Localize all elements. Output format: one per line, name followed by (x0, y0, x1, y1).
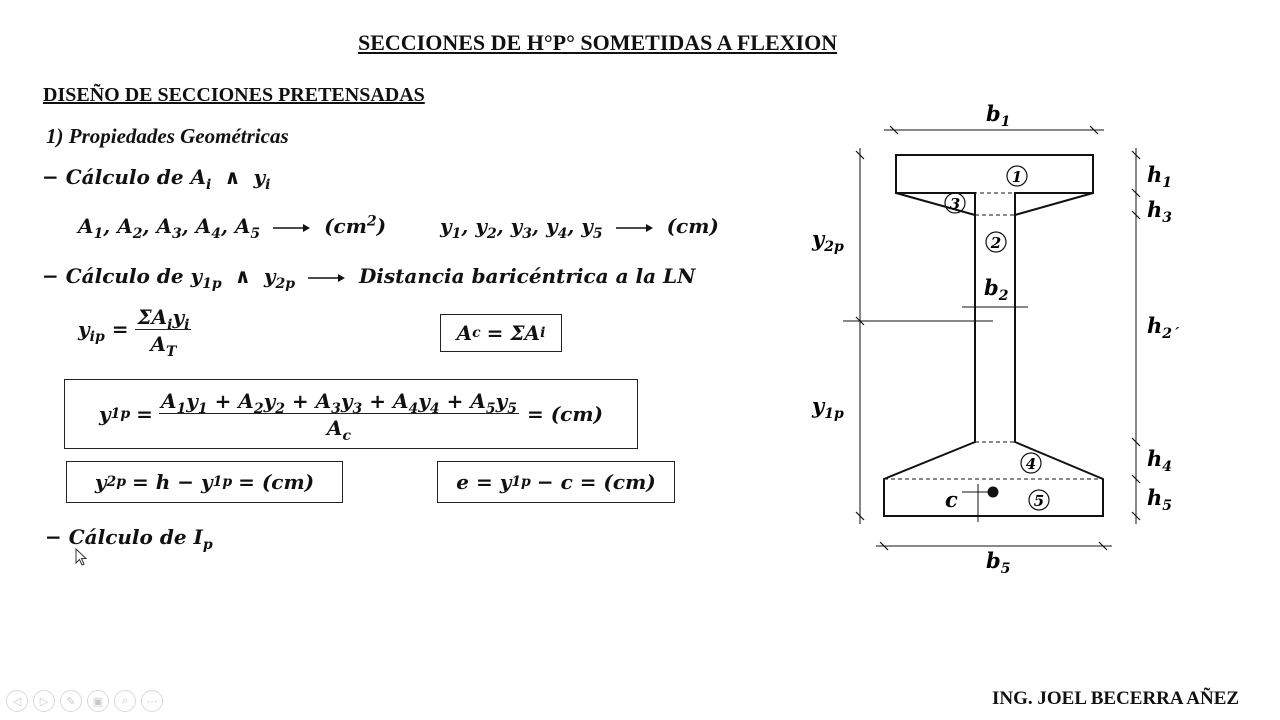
eq-lhs: y (78, 317, 90, 341)
var: y (263, 264, 276, 288)
plus: + (369, 388, 387, 413)
svg-text:4: 4 (1025, 455, 1037, 473)
var-sub: 2p (275, 275, 295, 292)
term-a-sub: 2 (253, 400, 264, 417)
dash: − (42, 264, 59, 288)
svg-text:1: 1 (1011, 168, 1023, 186)
area-sub: 1 (93, 225, 104, 242)
var-sub: p (202, 536, 213, 553)
step-heading: 1) Propiedades Geométricas (46, 124, 289, 148)
area-unit-sup: 2 (366, 213, 377, 230)
fraction-denominator (135, 330, 191, 360)
y2p-lhs: y (94, 470, 107, 494)
ys-row: $y_1$, $y_2$, $y_3$, $y_4$, $y_5$ (cm) (440, 214, 719, 242)
b1-label: $b_1$ (986, 101, 1011, 130)
arrow-right-icon (616, 222, 654, 234)
var-sub: 1p (202, 275, 222, 292)
y2p-label: $y_{2p}$ (812, 226, 844, 255)
y-sub: 1 (451, 225, 462, 242)
y-var: y (440, 214, 452, 238)
barycentric-description: Distancia baricéntrica a la LN (358, 264, 696, 288)
y-var: y (581, 214, 593, 238)
term-y-sub: 3 (352, 400, 363, 417)
region-5-marker (1029, 490, 1049, 510)
region-1-marker (1007, 166, 1027, 186)
yip-equation (78, 305, 191, 360)
next-slide-icon[interactable]: ▷ (33, 690, 55, 712)
y-unit: (cm) (666, 214, 719, 238)
h4-label: $h_4$ (1147, 446, 1173, 475)
num-y: y (172, 305, 185, 329)
y-sub: 5 (592, 225, 603, 242)
y2p-result: = (cm) (238, 470, 315, 494)
den-a-sub: T (165, 343, 177, 360)
y-sub: 4 (557, 225, 568, 242)
area-var: A (234, 214, 251, 238)
term-a-sub: 5 (485, 400, 496, 417)
area-var: A (117, 214, 133, 238)
area-sub: 2 (132, 225, 143, 242)
section-outline (884, 155, 1103, 516)
areas-row: $A_1$, $A_2$, $A_3$, $A_4$, $A_5$ $(cm^2)$ (78, 213, 387, 242)
y1p-result: = (cm) (526, 402, 603, 426)
author-footer: ING. JOEL BECERRA AÑEZ (992, 688, 1240, 709)
region-3-marker (945, 193, 965, 213)
area-sub: 5 (250, 225, 261, 242)
ac-lhs: A (456, 321, 473, 345)
fraction-numerator (135, 305, 191, 333)
h2-label: $h_{2´}$ (1147, 313, 1180, 342)
e-lhs: e = y (456, 470, 512, 494)
i-beam-cross-section-diagram (800, 95, 1200, 585)
var: y (190, 264, 203, 288)
y-sub: 3 (522, 225, 532, 242)
calc-label: Cálculo de (65, 165, 191, 189)
h3-label: $h_3$ (1147, 197, 1173, 226)
arrow-right-icon (308, 272, 346, 284)
region-4-marker (1021, 453, 1041, 473)
dash: − (45, 525, 62, 549)
y-sub: 2 (486, 225, 497, 242)
e-result: − c = (cm) (536, 470, 656, 494)
calc-y1p-y2p-line (42, 264, 696, 292)
c-label: c (945, 487, 958, 512)
area-var: A (156, 214, 172, 238)
region-2-marker (986, 232, 1006, 252)
area-unit: (cm (324, 214, 367, 238)
y1p-lhs: y (99, 402, 111, 426)
y-var: y (545, 214, 558, 238)
term-y-sub: 2 (275, 400, 285, 417)
num-y-sub: i (184, 316, 190, 333)
y-var: y (510, 214, 523, 238)
e-equation-box: e = y 1p − c = (cm) (437, 461, 675, 503)
prev-slide-icon[interactable]: ◁ (6, 690, 28, 712)
and-operator: ∧ (224, 165, 241, 189)
pen-icon[interactable]: ✎ (60, 690, 82, 712)
mouse-cursor-icon (75, 548, 89, 568)
y2p-mid: = h − y (132, 470, 213, 494)
term-y-sub: 4 (429, 400, 440, 417)
y1p-fraction (159, 388, 519, 444)
h5-label: $h_5$ (1147, 485, 1173, 514)
page-title: SECCIONES DE H°P° SOMETIDAS A FLEXION (358, 30, 838, 55)
fraction-denominator (159, 414, 519, 444)
y1p-equation-box: y 1p = $\frac{A_1y_1 + A_2y_2 + A_3y_3 + A_4y_4 + A_5y_5}{A_c}$ = (cm) (64, 379, 638, 449)
calc-label: Cálculo de (65, 264, 191, 288)
y-var: y (475, 214, 487, 238)
eq-lhs-sub: ip (89, 328, 105, 345)
term-a-sub: 3 (331, 400, 341, 417)
ac-rhs: = ΣA (486, 321, 541, 345)
y1p-label: $y_{1p}$ (812, 393, 844, 422)
svg-text:3: 3 (949, 195, 961, 213)
fraction-numerator: $A_1y_1 + A_2y_2 + A_3y_3 + A_4y_4 + A_5y_5$ (160, 388, 517, 417)
area-var: A (195, 214, 212, 238)
plus: + (446, 388, 464, 413)
h1-label: $h_1$ (1147, 162, 1173, 191)
slideshow-controls (6, 690, 163, 712)
area-sub: 3 (171, 225, 182, 242)
den-a: A (326, 415, 343, 440)
top-right-haunch (1015, 193, 1093, 215)
term-a-sub: 4 (408, 400, 419, 417)
equals: = (136, 402, 153, 426)
svg-text:2: 2 (990, 234, 1002, 252)
plus: + (214, 388, 232, 413)
arrow-right-icon (273, 222, 311, 234)
den-a-sub: c (342, 427, 351, 444)
b2-label: $b_2$ (984, 275, 1009, 304)
more-icon[interactable]: ⋯ (141, 690, 163, 712)
b5-label: $b_5$ (986, 548, 1011, 577)
area-var: A (78, 214, 94, 238)
section-subtitle: DISEÑO DE SECCIONES PRETENSADAS (43, 84, 425, 106)
area-unit-close: ) (376, 214, 387, 238)
area-sub: 4 (211, 225, 221, 242)
var: I (193, 525, 203, 549)
den-a: A (150, 332, 166, 356)
term-y-sub: 5 (507, 400, 517, 417)
var-sub: i (265, 176, 271, 193)
svg-text:5: 5 (1033, 492, 1045, 510)
calc-label: Cálculo de (68, 525, 194, 549)
num-a: ΣA (137, 305, 168, 329)
y2p-equation-box: y 2p = h − y 1p = (cm) (66, 461, 343, 503)
num-a-sub: i (167, 316, 173, 333)
zoom-icon[interactable]: ⌕ (114, 690, 136, 712)
calc-ip-line (45, 525, 213, 553)
slides-icon[interactable]: ▣ (87, 690, 109, 712)
dash: − (42, 165, 59, 189)
var-sub: i (206, 176, 212, 193)
var: y (253, 165, 266, 189)
term-y-sub: 1 (197, 400, 208, 417)
plus: + (291, 388, 309, 413)
term-a-sub: 1 (176, 400, 187, 417)
yip-fraction (135, 305, 191, 360)
calc-ai-yi-line (42, 165, 271, 193)
tendon-centroid-dot (988, 487, 999, 498)
ac-equation-box: A c = ΣA i (440, 314, 562, 352)
var: A (190, 165, 207, 189)
equals: = (111, 317, 129, 341)
and-operator: ∧ (234, 264, 251, 288)
